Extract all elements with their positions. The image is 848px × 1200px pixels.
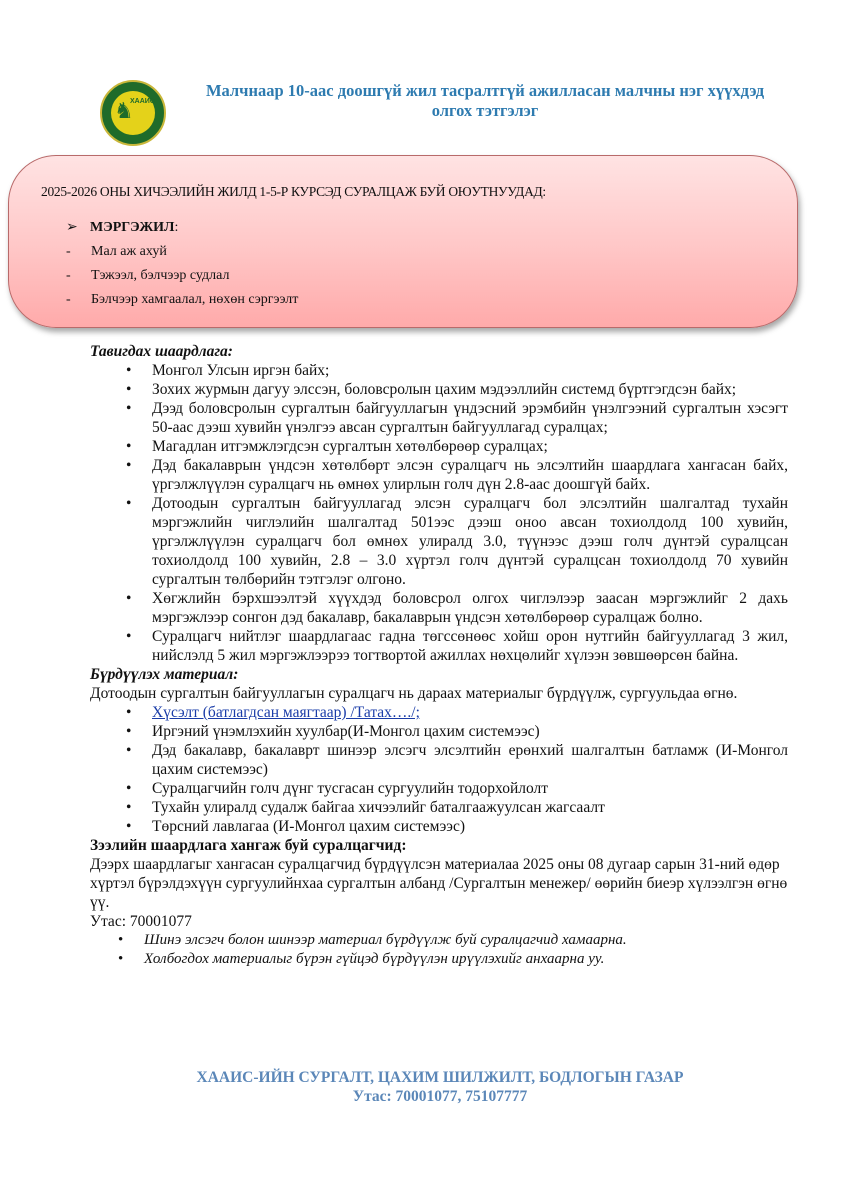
bullet-icon: •	[126, 780, 132, 797]
requirement-text: Зохих журмын дагуу элссэн, боловсролын цахим мэдээллийн системд бүртгэгдсэн байх;	[152, 381, 737, 398]
material-text: Тухайн улиралд судалж байгаа хичээлийг баталгаажуулсан жагсаалт	[152, 799, 605, 816]
materials-heading: Бүрдүүлэх материал:	[90, 666, 239, 683]
bullet-icon: •	[126, 362, 132, 379]
arrow-bullet-icon: ➢	[66, 220, 78, 235]
note-text: Шинэ элсэгч болон шинээр материал бүрдүүлж буй суралцагчид хамаарна.	[144, 932, 627, 948]
page-title	[180, 81, 790, 121]
note-item	[90, 931, 788, 950]
dash-bullet-icon: -	[66, 268, 71, 283]
specialty-heading	[66, 219, 178, 236]
page-title-line-1: Малчнаар 10-аас доошгүй жил тасралтгүй ажилласан малчны нэг хүүхдэд	[205, 81, 765, 100]
bullet-icon: •	[126, 704, 132, 721]
callout-heading: 2025-2026 ОНЫ ХИЧЭЭЛИЙН ЖИЛД 1-5-Р КУРСЭД СУРАЛЦАЖ БУЙ ОЮУТНУУДАД:	[41, 184, 546, 199]
footer-phones: Утас: 70001077, 75107777	[352, 1088, 528, 1105]
university-logo	[100, 80, 166, 146]
specialty-text: Тэжээл, бэлчээр судлал	[91, 268, 230, 283]
material-item	[90, 722, 788, 741]
note-text: Холбогдох материалыг бүрэн гүйцэд бүрдүүлэн ирүүлэхийг анхаарна уу.	[144, 951, 605, 967]
requirements-heading: Тавигдах шаардлага:	[90, 343, 233, 360]
requirement-item	[90, 627, 788, 665]
requirement-item	[90, 399, 788, 437]
requirement-item	[90, 437, 788, 456]
material-text: Төрсний лавлагаа (И-Монгол цахим системээс)	[152, 818, 465, 835]
specialty-item	[66, 244, 167, 260]
bullet-icon: •	[126, 400, 132, 417]
requirement-item	[90, 380, 788, 399]
requirement-item	[90, 361, 788, 380]
bullet-icon: •	[118, 932, 124, 948]
requirements-list	[90, 361, 788, 665]
continuing-students-body: Дээрх шаардлагыг хангасан суралцагчид бүрдүүлсэн материалаа 2025 оны 08 дугаар сарын 31-ний өдөр хүртэл бүрэлдэхүүн сургуулийнхаа сургалтын албанд /Сургалтын менежер/ өөрийн биеэр хүлээлгэн өгнө үү.	[90, 856, 788, 911]
horse-icon: ♞	[114, 98, 134, 123]
requirement-text: Дотоодын сургалтын байгууллагад элсэн суралцагч бол элсэлтийн шалгалтад тухайн мэргэжлийн чиглэлийн шалгалтад 501ээс дээш оноо авсан тохиолдолд 100 хувийн, үргэлжлүүлэн суралцагч бол өмнөх улиралд 3.0, түүнээс дээш голч дүнтэй суралцсан тохиолдолд 100 хувийн, 2.8 – 3.0 хүртэл голч дүнтэй суралцсан тохиолдолд 70 хувийн сургалтын төлбөрийн тэтгэлэг олгоно.	[152, 495, 788, 588]
requirement-item	[90, 589, 788, 627]
specialty-text: Бэлчээр хамгаалал, нөхөн сэргээлт	[91, 292, 299, 307]
dash-bullet-icon: -	[66, 244, 71, 259]
requirement-item	[90, 456, 788, 494]
materials-intro: Дотоодын сургалтын байгууллагын суралцагч нь дараах материалыг бүрдүүлж, сургуульдаа өгнө.	[90, 685, 738, 702]
material-item	[90, 798, 788, 817]
materials-list	[90, 703, 788, 836]
notes-list	[90, 931, 788, 969]
requirement-text: Магадлан итгэмжлэгдсэн сургалтын хөтөлбөрөөр суралцах;	[152, 438, 548, 455]
contact-phone: Утас: 70001077	[90, 913, 192, 930]
page-title-line-2: олгох тэтгэлэг	[431, 101, 539, 120]
material-text: Иргэний үнэмлэхийн хуулбар(И-Монгол цахим системээс)	[152, 723, 540, 740]
dash-bullet-icon: -	[66, 292, 71, 307]
specialty-label: МЭРГЭЖИЛ	[90, 220, 175, 235]
bullet-icon: •	[126, 628, 132, 645]
material-item	[90, 779, 788, 798]
material-item	[90, 741, 788, 779]
requirement-text: Монгол Улсын иргэн байх;	[152, 362, 330, 379]
requirement-text: Дэд бакалаврын үндсэн хөтөлбөрт элсэн суралцагч нь элсэлтийн шаардлага хангасан байх, үргэлжлүүлэн суралцагч нь өмнөх улирлын голч дүн 2.8-аас доошгүй байх.	[152, 457, 788, 493]
footer-org: ХААИС-ИЙН СУРГАЛТ, ЦАХИМ ШИЛЖИЛТ, БОДЛОГЫН ГАЗАР	[196, 1069, 684, 1086]
requirement-text: Хөгжлийн бэрхшээлтэй хүүхдэд боловсрол олгох чиглэлээр заасан мэргэжлийг 2 дахь мэргэжлээр сонгон дэд бакалавр, бакалаврын үндсэн хөтөлбөрөөр суралцаж болно.	[152, 590, 788, 626]
document-body	[90, 342, 788, 969]
requirement-item	[90, 494, 788, 589]
bullet-icon: •	[126, 799, 132, 816]
bullet-icon: •	[126, 495, 132, 512]
request-form-download-link[interactable]: Хүсэлт (батлагдсан маягтаар) /Татах…./;	[152, 704, 420, 721]
specialty-text: Мал аж ахуй	[91, 244, 167, 259]
bullet-icon: •	[126, 590, 132, 607]
requirement-text: Дээд боловсролын сургалтын байгууллагын үндэсний эрэмбийн үнэлгээний сургалтын хэсэгт 50-аас дээш хувийн үнэлгээ авсан сургалтын байгууллагад суралцах;	[152, 400, 788, 436]
footer	[150, 1068, 730, 1106]
requirement-text: Суралцагч нийтлэг шаардлагаас гадна төгссөнөөс хойш орон нутгийн байгууллагад 3 жил, нийслэлд 5 жил мэргэжлээрээ тогтвортой ажиллах нөхцөлийг хүлээн зөвшөөрсөн байна.	[152, 628, 788, 664]
material-item	[90, 703, 788, 722]
bullet-icon: •	[126, 818, 132, 835]
bullet-icon: •	[118, 951, 124, 967]
note-item	[90, 950, 788, 969]
specialty-colon: :	[174, 220, 179, 235]
material-text: Суралцагчийн голч дүнг тусгасан сургуулийн тодорхойлолт	[152, 780, 549, 797]
specialty-item	[66, 268, 229, 284]
bullet-icon: •	[126, 438, 132, 455]
specialty-item	[66, 292, 298, 308]
material-text: Дэд бакалавр, бакалаврт шинээр элсэгч элсэлтийн ерөнхий шалгалтын батламж (И-Монгол цахим системээс)	[152, 742, 788, 778]
continuing-students-heading: Зээлийн шаардлага хангаж буй суралцагчид:	[90, 837, 407, 854]
bullet-icon: •	[126, 742, 132, 759]
eligibility-callout	[8, 155, 798, 328]
bullet-icon: •	[126, 723, 132, 740]
material-item	[90, 817, 788, 836]
bullet-icon: •	[126, 381, 132, 398]
bullet-icon: •	[126, 457, 132, 474]
logo-abbr: ХААИС	[130, 98, 155, 105]
